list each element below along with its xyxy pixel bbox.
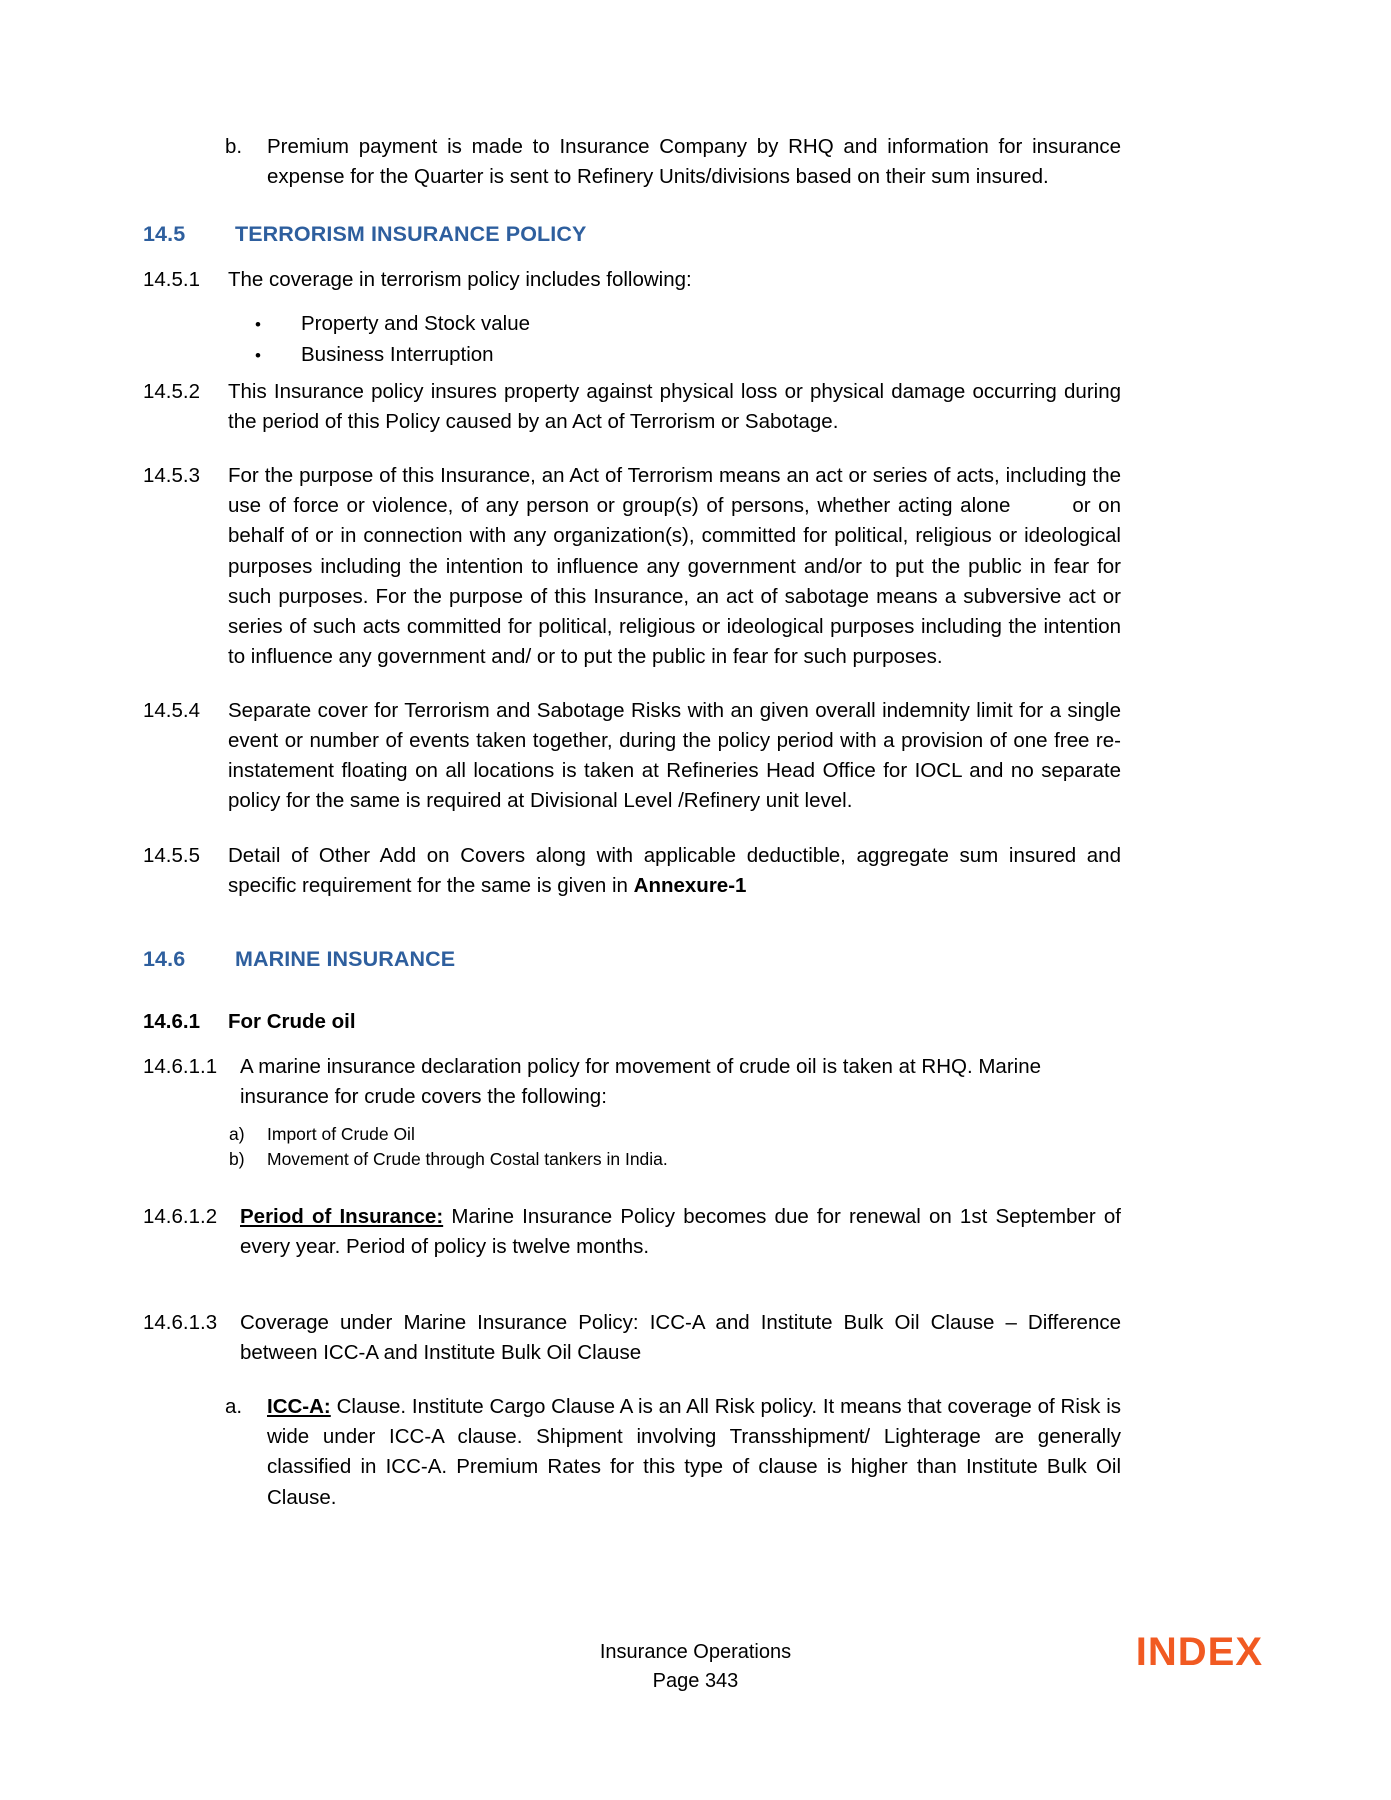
clause-number: 14.5.1 xyxy=(143,268,200,292)
clause-number: 14.6.1.3 xyxy=(143,1310,218,1334)
clause-text xyxy=(228,841,1121,901)
clause-14-5-1 xyxy=(143,265,1121,295)
clause-number: 14.6.1.1 xyxy=(143,1054,218,1078)
list-item xyxy=(255,309,1121,340)
section-number: 14.5 xyxy=(143,222,186,247)
section-number: 14.6 xyxy=(143,946,186,971)
list-item xyxy=(255,340,1121,371)
clause-number: 14.5.3 xyxy=(143,464,200,488)
subsection-title: For Crude oil xyxy=(228,1009,356,1033)
page-footer xyxy=(0,1630,1391,1748)
period-of-insurance-label: Period of Insurance: xyxy=(240,1204,444,1228)
section-heading-14-5 xyxy=(143,222,1121,247)
bullet-label: Business Interruption xyxy=(301,343,494,367)
spacer xyxy=(143,192,1121,222)
spacer xyxy=(143,1172,1121,1202)
annexure-reference: Annexure-1 xyxy=(633,873,747,897)
page-content xyxy=(143,132,1121,1513)
subsection-number: 14.6.1 xyxy=(143,1009,200,1033)
section-title: TERRORISM INSURANCE POLICY xyxy=(235,222,587,247)
clause-number: 14.5.2 xyxy=(143,379,200,403)
bullet-icon: • xyxy=(255,315,261,335)
bullet-label: Property and Stock value xyxy=(301,312,531,336)
clause-text-lead: Detail of Other Add on Covers along with applicable deductible, aggregate sum insured and specific requirement for the same is given in xyxy=(228,843,1121,897)
list-item xyxy=(229,1147,1121,1172)
section-heading-14-6 xyxy=(143,947,1121,972)
clause-14-5-4 xyxy=(143,696,1121,817)
clause-text-part-1: For the purpose of this Insurance, an Act of Terrorism means an act or series of acts, including the use of force or violence, of any person or group(s) of persons, whether acting alone xyxy=(228,464,1121,518)
clause-14-6-1-2 xyxy=(143,1202,1121,1262)
clause-number: 14.5.5 xyxy=(143,843,200,867)
clause-14-6-1-3-item-a xyxy=(143,1392,1121,1513)
subsection-heading-14-6-1 xyxy=(143,1010,1121,1034)
spacer xyxy=(143,295,1121,309)
clause-number: 14.5.4 xyxy=(143,699,200,722)
clause-text-part-2: or on behalf of or in connection with any organization(s), committed for political, religious or ideological purposes including the intention to influence any government and/or to put the public in fear for such purposes. For the purpose of this Insurance, an act of sabotage means a subversive act or series of such acts committed for political, religious or ideological purposes including the intention to influence any government and/ or to put the public in fear for such purposes. xyxy=(228,494,1121,668)
icc-a-description: Clause. Institute Cargo Clause A is an All Risk policy. It means that coverage of Risk is wide under ICC-A clause. Shipment involving Transshipment/ Lighterage are generally classified in ICC-A. Premium Rates for this type of clause is higher than Institute Bulk Oil Clause. xyxy=(267,1395,1121,1509)
bullet-icon: • xyxy=(255,346,261,366)
clause-text xyxy=(228,461,1121,672)
page-number: Page 343 xyxy=(652,1670,739,1692)
spacer xyxy=(143,1112,1121,1122)
list-marker: b. xyxy=(225,135,243,158)
list-item-text: Import of Crude Oil xyxy=(267,1124,415,1144)
clause-text: Separate cover for Terrorism and Sabotage Risks with an given overall indemnity limit for a single event or number of events taken together, during the policy period with a provision of one free re-instatement floating on all locations is taken at Refineries Head Office for IOCL and no separate policy for the same is required at Divisional Level /Refinery unit level. xyxy=(228,699,1121,813)
clause-text-body: Marine Insurance Policy becomes due for renewal on 1st September of every year. Period of policy is twelve months. xyxy=(240,1204,1121,1258)
spacer xyxy=(143,1368,1121,1392)
clause-text: Coverage under Marine Insurance Policy: ICC-A and Institute Bulk Oil Clause – Difference between ICC-A and Institute Bulk Oil Clause xyxy=(240,1310,1121,1365)
list-marker: a) xyxy=(229,1124,245,1144)
clause-text: This Insurance policy insures property against physical loss or physical damage occurring during the period of this Policy caused by an Act of Terrorism or Sabotage. xyxy=(228,379,1121,433)
clause-number: 14.6.1.2 xyxy=(143,1204,218,1228)
clause-text: A marine insurance declaration policy for movement of crude oil is taken at RHQ. Marine insurance for crude covers the following: xyxy=(240,1054,1042,1108)
section-title: MARINE INSURANCE xyxy=(235,946,456,971)
clause-text: The coverage in terrorism policy includes following: xyxy=(228,268,692,292)
clause-14-6-1-3 xyxy=(143,1308,1121,1368)
spacer xyxy=(143,901,1121,947)
spacer xyxy=(143,1034,1121,1052)
footer-title: Insurance Operations xyxy=(599,1641,792,1663)
index-link[interactable]: INDEX xyxy=(1135,1630,1263,1674)
clause-text xyxy=(240,1202,1121,1262)
list-item-text: Premium payment is made to Insurance Company by RHQ and information for insurance expense for the Quarter is sent to Refinery Units/divisions based on their sum insured. xyxy=(267,135,1121,189)
spacer xyxy=(143,247,1121,265)
spacer xyxy=(143,972,1121,1010)
clause-14-5-3 xyxy=(143,461,1121,672)
list-item xyxy=(229,1122,1121,1147)
spacer xyxy=(143,817,1121,841)
spacer xyxy=(143,437,1121,461)
list-item-text: Movement of Crude through Costal tankers in India. xyxy=(267,1148,668,1169)
clause-14-6-1-1 xyxy=(143,1052,1121,1112)
list-item-text xyxy=(267,1392,1121,1513)
list-marker: b) xyxy=(229,1148,245,1169)
spacer xyxy=(143,672,1121,696)
coverage-bullet-list xyxy=(143,309,1121,371)
clause-14-5-5 xyxy=(143,841,1121,901)
list-item-b xyxy=(143,132,1121,192)
crude-coverage-list xyxy=(143,1122,1121,1172)
icc-a-label: ICC-A: xyxy=(267,1395,331,1419)
spacer xyxy=(143,1262,1121,1308)
clause-14-5-2 xyxy=(143,377,1121,437)
list-marker: a. xyxy=(225,1395,243,1419)
